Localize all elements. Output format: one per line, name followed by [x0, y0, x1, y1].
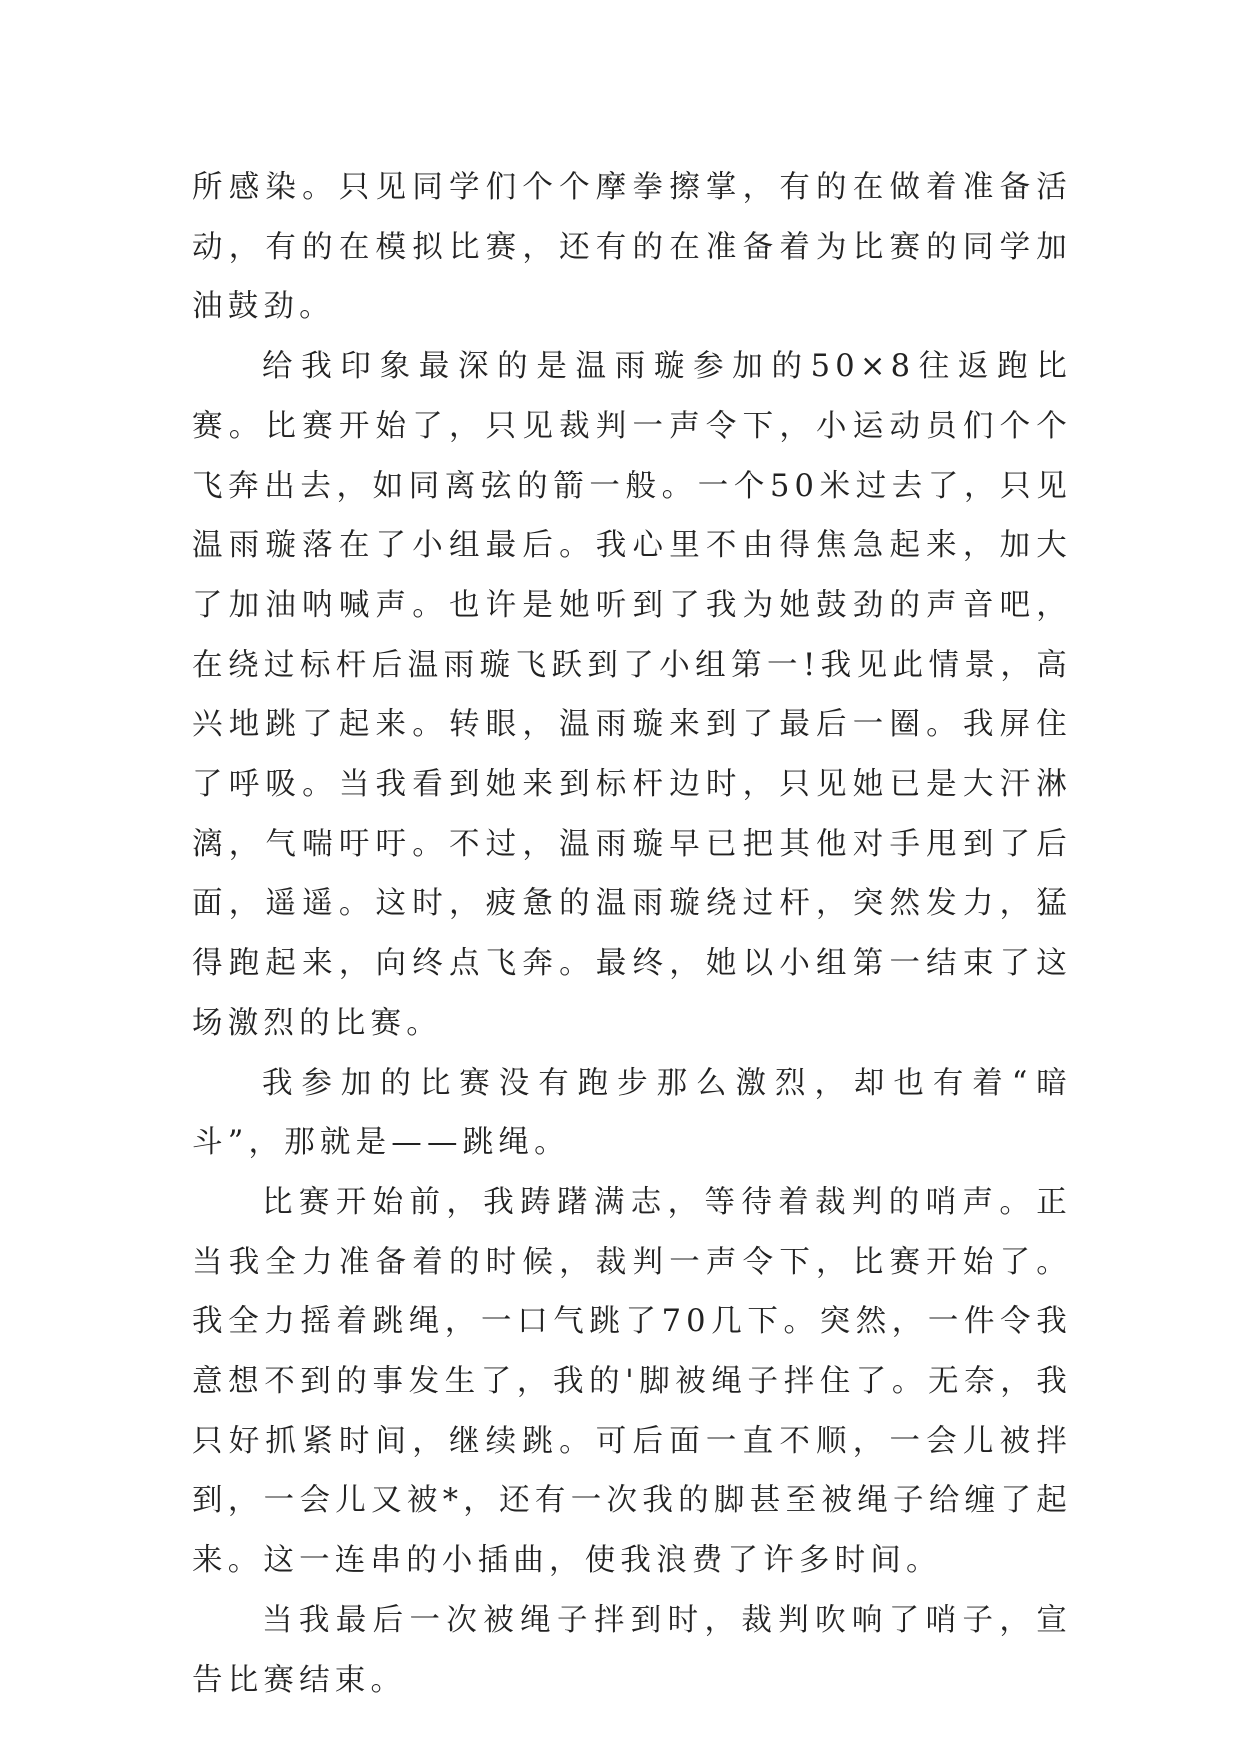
paragraph-jump-rope-race: 比赛开始前，我踌躇满志，等待着裁判的哨声。正当我全力准备着的时候，裁判一声令下，比赛开始了。我全力摇着跳绳，一口气跳了70几下。突然，一件令我意想不到的事发生了，我的'脚被绳子拌住了。无奈，我只好抓紧时间，继续跳。可后面一直不顺，一会儿被拌到，一会儿又被*，还有一次我的脚甚至被绳子给缠了起来。这一连串的小插曲，使我浪费了许多时间。 [192, 1184, 1072, 1579]
paragraph-race-end: 当我最后一次被绳子拌到时，裁判吹响了哨子，宣告比赛结束。 [192, 1602, 1072, 1698]
paragraph-shuttle-run: 给我印象最深的是温雨璇参加的50×8往返跑比赛。比赛开始了，只见裁判一声令下，小运动员们个个飞奔出去，如同离弦的箭一般。一个50米过去了，只见温雨璇落在了小组最后。我心里不由得焦急起来，加大了加油呐喊声。也许是她听到了我为她鼓劲的声音吧，在绕过标杆后温雨璇飞跃到了小组第一!我见此情景，高兴地跳了起来。转眼，温雨璇来到了最后一圈。我屏住了呼吸。当我看到她来到标杆边时，只见她已是大汗淋漓，气喘吁吁。不过，温雨璇早已把其他对手甩到了后面，遥遥。这时，疲惫的温雨璇绕过杆，突然发力，猛得跑起来，向终点飞奔。最终，她以小组第一结束了这场激烈的比赛。 [192, 349, 1072, 1041]
paragraph-continued: 所感染。只见同学们个个摩拳擦掌，有的在做着准备活动，有的在模拟比赛，还有的在准备着为比赛的同学加油鼓劲。 [192, 170, 1072, 325]
paragraph-jump-rope-intro: 我参加的比赛没有跑步那么激烈，却也有着“暗斗”，那就是——跳绳。 [192, 1065, 1072, 1161]
document-page [192, 158, 1072, 1710]
